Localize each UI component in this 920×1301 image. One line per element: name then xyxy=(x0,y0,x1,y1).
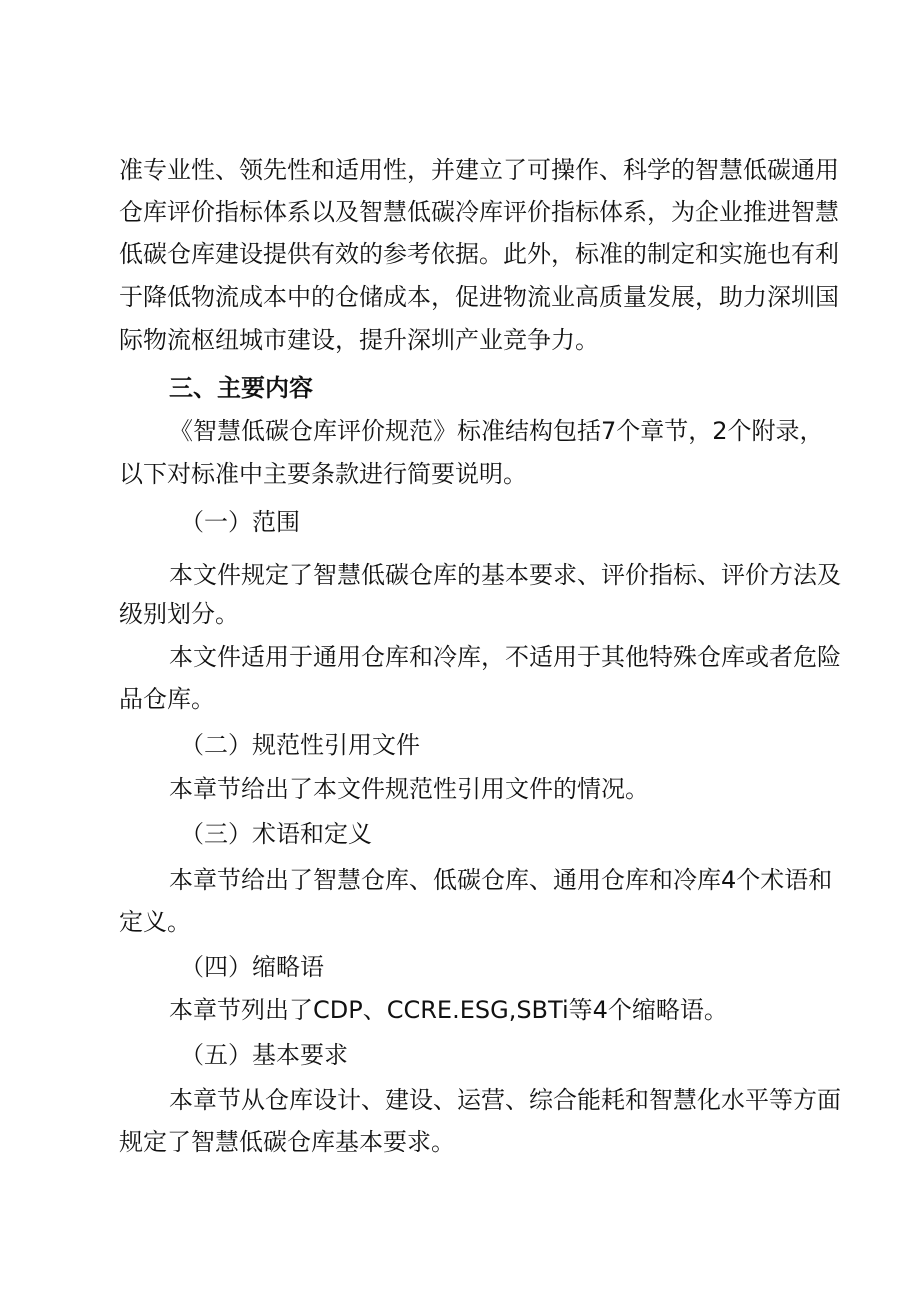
normative-references-para: 本章节给出了本文件规范性引用文件的情况。 xyxy=(169,775,649,803)
intro-line-2: 仓库评价指标体系以及智慧低碳冷库评价指标体系，为企业推进智慧 xyxy=(119,198,839,226)
section-heading-main-content: 三、主要内容 xyxy=(169,374,313,402)
intro-line-1: 准专业性、领先性和适用性，并建立了可操作、科学的智慧低碳通用 xyxy=(119,156,839,184)
terms-para-line-2: 定义。 xyxy=(119,908,191,936)
scope-para1-line-2: 级别划分。 xyxy=(119,600,239,628)
subheading-terms-definitions: （三）术语和定义 xyxy=(180,820,372,848)
scope-para1-line-1: 本文件规定了智慧低碳仓库的基本要求、评价指标、评价方法及 xyxy=(169,561,841,589)
terms-para-line-1: 本章节给出了智慧仓库、低碳仓库、通用仓库和冷库4个术语和 xyxy=(169,866,833,894)
subheading-basic-requirements: （五）基本要求 xyxy=(180,1041,348,1069)
subheading-abbreviations: （四）缩略语 xyxy=(180,953,324,981)
basic-requirements-line-1: 本章节从仓库设计、建设、运营、综合能耗和智慧化水平等方面 xyxy=(169,1086,841,1114)
subheading-scope: （一）范围 xyxy=(180,508,300,536)
scope-para2-line-2: 品仓库。 xyxy=(119,685,215,713)
intro-line-5: 际物流枢纽城市建设，提升深圳产业竞争力。 xyxy=(119,326,599,354)
structure-line-2: 以下对标准中主要条款进行简要说明。 xyxy=(119,460,527,488)
intro-line-4: 于降低物流成本中的仓储成本，促进物流业高质量发展，助力深圳国 xyxy=(119,283,839,311)
structure-line-1: 《智慧低碳仓库评价规范》标准结构包括7个章节，2个附录， xyxy=(169,417,824,445)
intro-line-3: 低碳仓库建设提供有效的参考依据。此外，标准的制定和实施也有利 xyxy=(119,240,839,268)
subheading-normative-references: （二）规范性引用文件 xyxy=(180,731,420,759)
basic-requirements-line-2: 规定了智慧低碳仓库基本要求。 xyxy=(119,1128,455,1156)
abbreviations-para: 本章节列出了CDP、CCRE.ESG,SBTi等4个缩略语。 xyxy=(169,996,728,1024)
scope-para2-line-1: 本文件适用于通用仓库和冷库，不适用于其他特殊仓库或者危险 xyxy=(169,643,841,671)
